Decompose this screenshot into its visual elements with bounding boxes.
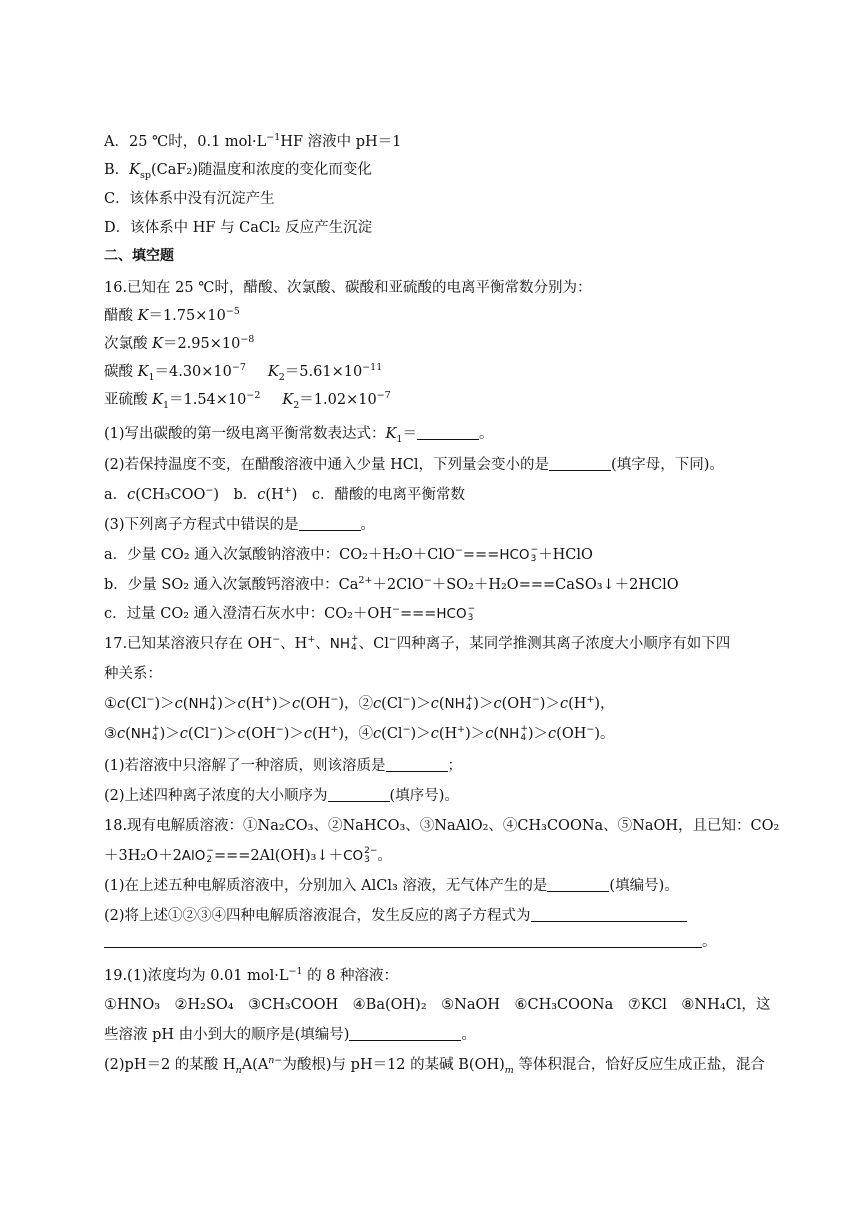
q19-list-2: 些溶液 pH 由小到大的顺序是(填编号) 。 xyxy=(104,1027,476,1043)
answer-blank[interactable] xyxy=(549,456,611,471)
nh4-ion: NH + 4 xyxy=(130,724,160,743)
answer-blank[interactable] xyxy=(531,907,687,922)
q16-part3: (3)下列离子方程式中错误的是 。 xyxy=(104,517,376,533)
answer-blank[interactable] xyxy=(328,787,390,802)
q16-part3-b: b．少量 SO₂ 通入次氯酸钙溶液中：$Ca^{2+}+2ClO^-+SO_2+H_2O===CaSO_3↓+2HClO$ xyxy=(104,575,679,593)
nh4-ion: NH + 4 xyxy=(329,634,359,653)
q17-intro: 17.已知某溶液只存在 OH−、H+、NH + 4 、Cl−四种离子，某同学推测其离子浓度大小顺序有如下四 xyxy=(104,634,731,653)
nh4-ion: NH + 4 xyxy=(444,694,474,713)
q18-intro-2: ＋3H₂O＋2AlO − 2 ===2Al(OH)₃↓＋CO 2− 3 。 xyxy=(104,846,392,865)
q16-hclo: 次氯酸 $K=2.95\times 10^{-8}$ xyxy=(104,334,255,352)
option-d: D．该体系中 HF 与 CaCl₂ 反应产生沉淀 xyxy=(104,220,373,236)
hco3-ion: HCO − 3 xyxy=(499,545,539,564)
q17-part1: (1)若溶液中只溶解了一种溶质，则该溶质是 ； xyxy=(104,758,463,774)
q19-list: ①HNO₃ ②H₂SO₄ ③CH₃COOH ④Ba(OH)₂ ⑤NaOH ⑥CH₃COONa ⑦KCl ⑧NH₄Cl，这 xyxy=(104,997,771,1013)
answer-blank[interactable] xyxy=(349,1026,461,1041)
option-a: A．25 ℃时，0.1 $mol\cdot L^{-1}HF$ 溶液中 pH＝1 xyxy=(104,132,402,150)
q19-intro: 19.(1)浓度均为 0.01 $mol\cdot L^{-1}$ 的 8 种溶液： xyxy=(104,966,399,984)
option-c: C．该体系中没有沉淀产生 xyxy=(104,191,275,207)
nh4-ion: NH + 4 xyxy=(188,694,218,713)
answer-blank[interactable] xyxy=(386,757,448,772)
q16-intro: 16.已知在 25 ℃时，醋酸、次氯酸、碳酸和亚硫酸的电离平衡常数分别为： xyxy=(104,280,592,296)
q19-part2: (2)pH＝2 的某酸 $H_nA(A^{n-}$为酸根)与 pH＝12 的某碱 $B(OH)_m$ 等体积混合，恰好反应生成正盐，混合 xyxy=(104,1055,765,1076)
nh4-ion: NH + 4 xyxy=(499,724,528,743)
q16-acetic: 醋酸 $K=1.75\times 10^{-5}$ xyxy=(104,306,240,324)
answer-blank[interactable] xyxy=(104,933,702,948)
q16-part3-a: a．少量 CO₂ 通入次氯酸钠溶液中：CO₂＋H₂O＋ClO−===HCO − 3 ＋HClO xyxy=(104,545,593,564)
q18-part2: (2)将上述①②③④四种电解质溶液混合，发生反应的离子方程式为 xyxy=(104,906,687,926)
q16-part2-options: a．c(CH₃COO−) b．c(H+) c．醋酸的电离平衡常数 xyxy=(104,485,465,503)
answer-blank[interactable] xyxy=(299,516,361,531)
co3-ion: CO 2− 3 xyxy=(343,846,378,865)
q17-part2: (2)上述四种离子浓度的大小顺序为 (填序号)。 xyxy=(104,788,459,804)
q16-part2: (2)若保持温度不变，在醋酸溶液中通入少量 HCl，下列量会变小的是 (填字母，下同)。 xyxy=(104,457,724,473)
alo2-ion: AlO − 2 xyxy=(181,846,214,865)
section-title: 二、填空题 xyxy=(104,248,174,264)
hco3-ion: HCO − 3 xyxy=(436,604,476,623)
q16-carbonic: 碳酸 $K_1=4.30\times 10^{-7}$ $K_2=5.61\times 10^{-11}$ xyxy=(104,362,383,383)
q18-part2-continued: 。 xyxy=(104,932,717,952)
q17-intro-2: 种关系： xyxy=(104,666,162,682)
q16-part1: (1)写出碳酸的第一级电离平衡常数表达式：$K_1=$ 。 xyxy=(104,426,494,445)
q16-sulfurous: 亚硫酸 $K_1=1.54\times 10^{-2}$ $K_2=1.02\times 10^{-7}$ xyxy=(104,390,391,411)
answer-blank[interactable] xyxy=(547,877,609,892)
option-b: B．$K_{sp}(CaF_2)$随温度和浓度的变化而变化 xyxy=(104,162,372,181)
q17-relations-2: ③c(NH + 4 )＞c(Cl−)＞c(OH−)＞c(H+)，④c(Cl−)＞c(H+)＞c(NH + 4 )＞c(OH−)。 xyxy=(104,724,615,743)
q17-relations-1: ①c(Cl−)＞c(NH + 4 )＞c(H+)＞c(OH−)，②c(Cl−)＞c(NH + 4 )＞c(OH−)＞c(H+)， xyxy=(104,694,615,713)
q18-intro: 18.现有电解质溶液：①Na₂CO₃、②NaHCO₃、③NaAlO₂、④CH₃COONa、⑤NaOH，且已知：CO₂ xyxy=(104,818,780,834)
q16-part3-c: c．过量 CO₂ 通入澄清石灰水中：CO₂＋OH−===HCO − 3 xyxy=(104,604,476,623)
q18-part1: (1)在上述五种电解质溶液中，分别加入 AlCl₃ 溶液，无气体产生的是 (填编号)。 xyxy=(104,878,679,894)
answer-blank[interactable] xyxy=(417,425,479,440)
